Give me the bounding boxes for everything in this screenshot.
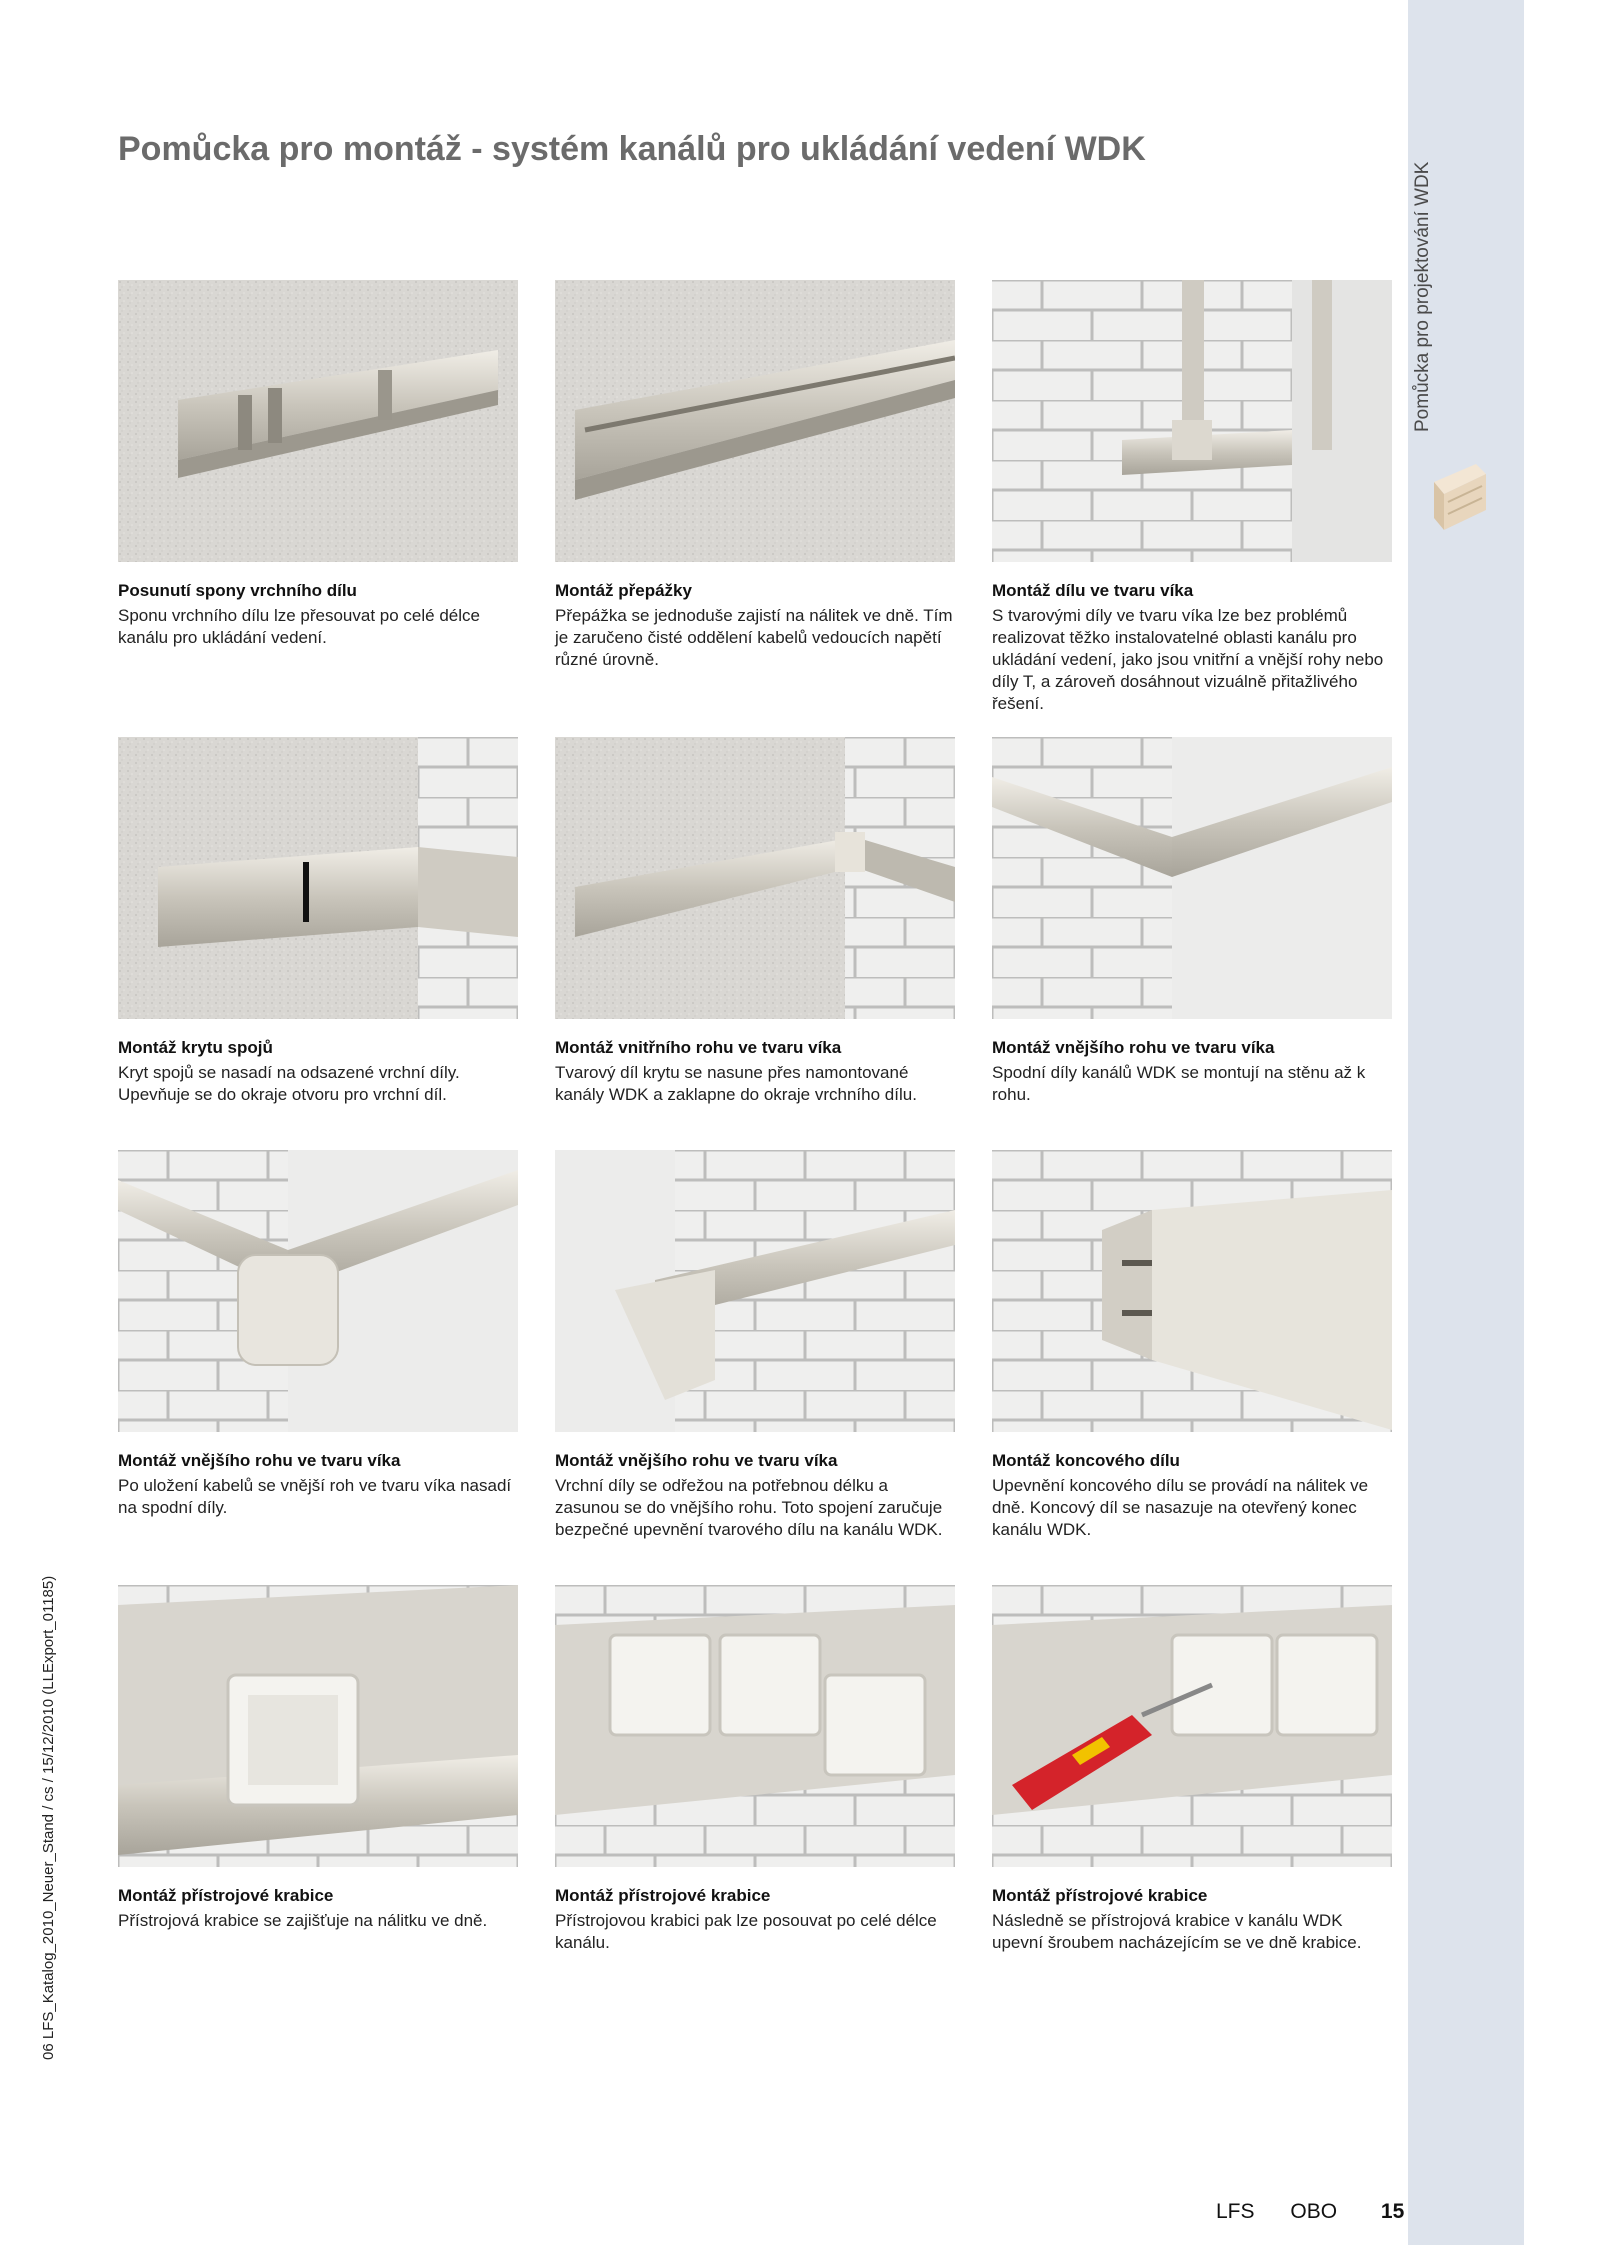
outer-corner-cap-photo	[118, 1150, 518, 1432]
page-title: Pomůcka pro montáž - systém kanálů pro ukládání vedení WDK	[118, 130, 1146, 168]
figure-item	[555, 280, 955, 671]
caption-text: Kryt spojů se nasadí na odsazené vrchní díly. Upevňuje se do okraje otvoru pro vrchní díl.	[118, 1063, 460, 1104]
caption-title: Montáž koncového dílu	[992, 1451, 1180, 1470]
figure-item	[118, 1585, 518, 1932]
caption-title: Montáž dílu ve tvaru víka	[992, 581, 1194, 600]
caption-text: Upevnění koncového dílu se provádí na nálitek ve dně. Koncový díl se nasazuje na otevřený konec kanálu WDK.	[992, 1476, 1369, 1539]
cable-duct-icon	[1428, 462, 1488, 532]
caption-text: Přístrojovou krabici pak lze posouvat po celé délce kanálu.	[555, 1911, 937, 1952]
caption-title: Montáž vnějšího rohu ve tvaru víka	[555, 1451, 838, 1470]
page-number: 15	[1380, 2200, 1405, 2223]
figure-item	[555, 737, 955, 1106]
caption-text: Sponu vrchního dílu lze přesouvat po celé délce kanálu pro ukládání vedení.	[118, 606, 480, 647]
caption-text: Přepážka se jednoduše zajistí na nálitek ve dně. Tím je zaručeno čisté oddělení kabelů vedoucích napětí různé úrovně.	[555, 606, 953, 669]
caption-title: Montáž krytu spojů	[118, 1038, 273, 1057]
footer-print-info: 06 LFS_Katalog_2010_Neuer_Stand / cs / 15/12/2010 (LLExport_01185)	[40, 1575, 57, 2060]
caption-title: Montáž vnějšího rohu ve tvaru víka	[118, 1451, 401, 1470]
figure-item	[118, 280, 518, 649]
outer-corner-lid-photo	[555, 1150, 955, 1432]
caption-text: Po uložení kabelů se vnější roh ve tvaru víka nasadí na spodní díly.	[118, 1476, 512, 1517]
wall-duct-clip-photo	[118, 280, 518, 562]
figure-item	[992, 1585, 1392, 1954]
figure-item	[118, 1150, 518, 1519]
figure-item	[992, 737, 1392, 1106]
device-box-screwdriver-photo	[992, 1585, 1392, 1867]
caption-text: Následně se přístrojová krabice v kanálu WDK upevní šroubem nacházejícím se ve dně krabice.	[992, 1911, 1362, 1952]
footer-brand-obo: OBO	[1290, 2200, 1338, 2223]
device-box-photo	[118, 1585, 518, 1867]
inner-corner-photo	[555, 737, 955, 1019]
caption-title: Montáž vnějšího rohu ve tvaru víka	[992, 1038, 1275, 1057]
caption-text: Spodní díly kanálů WDK se montují na stěnu až k rohu.	[992, 1063, 1366, 1104]
caption-title: Montáž přístrojové krabice	[555, 1886, 771, 1905]
figure-item	[555, 1585, 955, 1954]
device-boxes-row-photo	[555, 1585, 955, 1867]
figure-item	[992, 1150, 1392, 1541]
joint-cover-photo	[118, 737, 518, 1019]
caption-title: Montáž přístrojové krabice	[118, 1886, 334, 1905]
caption-title: Montáž přepážky	[555, 581, 692, 600]
figure-item	[118, 737, 518, 1106]
wall-duct-partition-photo	[555, 280, 955, 562]
end-piece-photo	[992, 1150, 1392, 1432]
brick-corner-tee-photo	[992, 280, 1392, 562]
caption-text: Tvarový díl krytu se nasune přes namontované kanály WDK a zaklapne do okraje vrchního dílu.	[555, 1063, 917, 1104]
caption-text: S tvarovými díly ve tvaru víka lze bez problémů realizovat těžko instalovatelné oblasti kanálu pro ukládání vedení, jako jsou vnitřní a vnější rohy nebo díly T, a zároveň dosáhnout vizuálně přitažlivého řešení.	[992, 606, 1384, 713]
page-footer	[1216, 2200, 1404, 2224]
caption-text: Přístrojová krabice se zajišťuje na nálitku ve dně.	[118, 1911, 488, 1930]
outer-corner-base-photo	[992, 737, 1392, 1019]
caption-text: Vrchní díly se odřežou na potřebnou délku a zasunou se do vnějšího rohu. Toto spojení zaručuje bezpečné upevnění tvarového dílu na kanálu WDK.	[555, 1476, 943, 1539]
figure-item	[992, 280, 1392, 715]
caption-title: Montáž vnitřního rohu ve tvaru víka	[555, 1038, 842, 1057]
caption-title: Montáž přístrojové krabice	[992, 1886, 1208, 1905]
figure-item	[555, 1150, 955, 1541]
sidebar-label: Pomůcka pro projektování WDK	[1412, 161, 1433, 432]
footer-brand-lfs: LFS	[1216, 2200, 1255, 2223]
caption-title: Posunutí spony vrchního dílu	[118, 581, 357, 600]
